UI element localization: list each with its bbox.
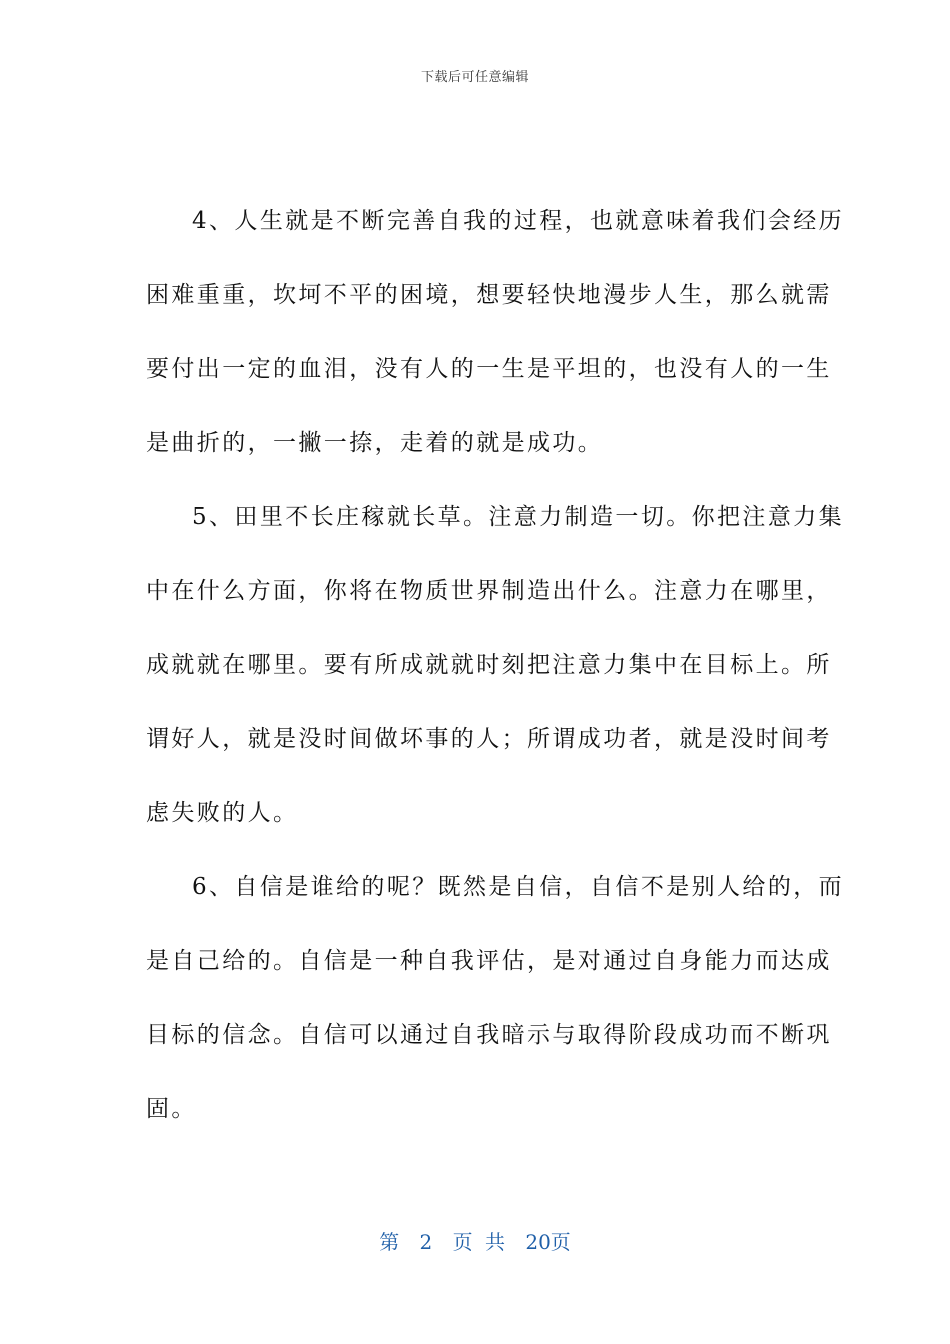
paragraph-line: 6、自信是谁给的呢？既然是自信，自信不是别人给的，而 (192, 874, 845, 900)
paragraph-line: 是自己给的。自信是一种自我评估，是对通过自身能力而达成 (146, 948, 832, 974)
paragraph-line: 虑失败的人。 (146, 800, 299, 826)
paragraph-line: 目标的信念。自信可以通过自我暗示与取得阶段成功而不断巩 (146, 1022, 832, 1048)
paragraph-line: 4、人生就是不断完善自我的过程，也就意味着我们会经历 (192, 208, 845, 234)
paragraph-line: 成就就在哪里。要有所成就就时刻把注意力集中在目标上。所 (146, 652, 832, 678)
paragraph-6 (146, 850, 845, 1146)
paragraph-line: 固。 (146, 1096, 197, 1122)
paragraph-line: 困难重重，坎坷不平的困境，想要轻快地漫步人生，那么就需 (146, 282, 832, 308)
paragraph-line: 谓好人，就是没时间做坏事的人；所谓成功者，就是没时间考 (146, 726, 832, 752)
page-footer (0, 1226, 950, 1255)
paragraph-line: 5、田里不长庄稼就长草。注意力制造一切。你把注意力集 (192, 504, 845, 530)
document-body (146, 184, 845, 1146)
page-header-note: 下载后可任意编辑 (420, 70, 529, 85)
footer-total-pages: 20页 (525, 1230, 571, 1254)
paragraph-5 (146, 480, 845, 850)
footer-middle: 页 共 (452, 1230, 505, 1254)
paragraph-4 (146, 184, 845, 480)
footer-prefix: 第 (379, 1230, 400, 1254)
paragraph-line: 中在什么方面，你将在物质世界制造出什么。注意力在哪里， (146, 578, 832, 604)
paragraph-line: 是曲折的，一撇一捺，走着的就是成功。 (146, 430, 604, 456)
paragraph-line: 要付出一定的血泪，没有人的一生是平坦的，也没有人的一生 (146, 356, 832, 382)
footer-current-page: 2 (419, 1230, 433, 1254)
